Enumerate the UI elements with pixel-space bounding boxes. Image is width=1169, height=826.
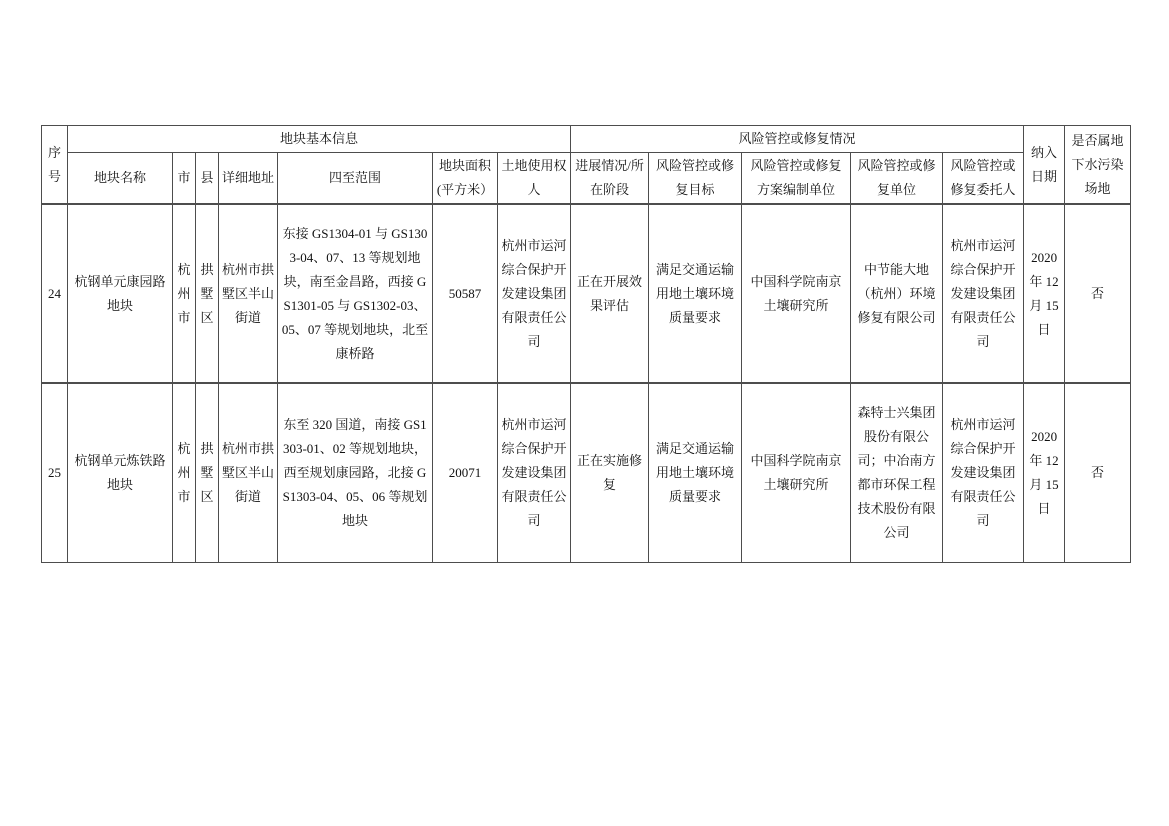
cell-repair-target: 满足交通运输用地土壤环境质量要求 [649,204,742,383]
cell-area: 20071 [433,383,498,563]
cell-city: 杭州市 [173,383,196,563]
cell-repair-client: 杭州市运河综合保护开发建设集团有限责任公司 [943,383,1024,563]
cell-parcel-name: 杭钢单元康园路地块 [68,204,173,383]
header-group-basic-info: 地块基本信息 [68,126,571,153]
header-repair-client: 风险管控或修复委托人 [943,153,1024,205]
table-row-25 [42,383,1131,563]
header-city: 市 [173,153,196,205]
cell-inclusion-date: 2020 年 12 月 15 日 [1024,383,1065,563]
header-progress-stage: 进展情况/所在阶段 [571,153,649,205]
cell-boundary: 东接 GS1304-01 与 GS1303-04、07、13 等规划地块，南至金昌路，西接 GS1301-05 与 GS1302-03、05、07 等规划地块，北至康桥路 [278,204,433,383]
cell-parcel-name: 杭钢单元炼铁路地块 [68,383,173,563]
header-seq: 序号 [42,126,68,205]
cell-groundwater-pollution: 否 [1065,383,1131,563]
land-parcel-table [41,125,1131,563]
header-inclusion-date: 纳入日期 [1024,126,1065,205]
cell-address: 杭州市拱墅区半山街道 [219,204,278,383]
header-repair-target: 风险管控或修复目标 [649,153,742,205]
land-parcel-table-container [41,125,1131,563]
cell-progress-stage: 正在开展效果评估 [571,204,649,383]
header-groundwater-pollution: 是否属地下水污染场地 [1065,126,1131,205]
cell-county: 拱墅区 [196,204,219,383]
cell-land-user: 杭州市运河综合保护开发建设集团有限责任公司 [498,383,571,563]
table-row-24 [42,204,1131,383]
cell-repair-unit: 森特士兴集团股份有限公司；中冶南方都市环保工程技术股份有限公司 [851,383,943,563]
cell-city: 杭州市 [173,204,196,383]
header-boundary: 四至范围 [278,153,433,205]
header-land-user: 土地使用权人 [498,153,571,205]
cell-address: 杭州市拱墅区半山街道 [219,383,278,563]
cell-repair-client: 杭州市运河综合保护开发建设集团有限责任公司 [943,204,1024,383]
header-county: 县 [196,153,219,205]
cell-plan-compile-unit: 中国科学院南京土壤研究所 [742,383,851,563]
cell-repair-unit: 中节能大地（杭州）环境修复有限公司 [851,204,943,383]
cell-boundary: 东至 320 国道，南接 GS1303-01、02 等规划地块，西至规划康园路，北接 GS1303-04、05、06 等规划地块 [278,383,433,563]
cell-groundwater-pollution: 否 [1065,204,1131,383]
cell-county: 拱墅区 [196,383,219,563]
cell-seq: 25 [42,383,68,563]
header-plan-compile-unit: 风险管控或修复方案编制单位 [742,153,851,205]
cell-progress-stage: 正在实施修复 [571,383,649,563]
cell-repair-target: 满足交通运输用地土壤环境质量要求 [649,383,742,563]
cell-area: 50587 [433,204,498,383]
cell-plan-compile-unit: 中国科学院南京土壤研究所 [742,204,851,383]
cell-inclusion-date: 2020 年 12 月 15 日 [1024,204,1065,383]
header-area: 地块面积(平方米） [433,153,498,205]
cell-land-user: 杭州市运河综合保护开发建设集团有限责任公司 [498,204,571,383]
header-parcel-name: 地块名称 [68,153,173,205]
cell-seq: 24 [42,204,68,383]
header-group-risk-control: 风险管控或修复情况 [571,126,1024,153]
header-address: 详细地址 [219,153,278,205]
header-repair-unit: 风险管控或修复单位 [851,153,943,205]
